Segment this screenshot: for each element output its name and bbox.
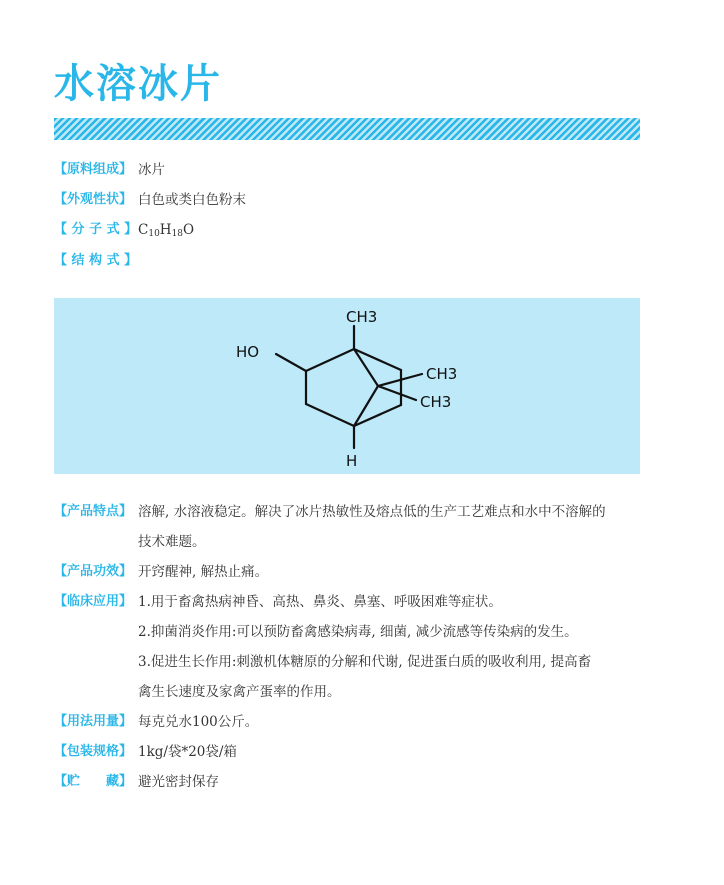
clinical-label: 【临床应用】 xyxy=(54,594,133,609)
clinical-text xyxy=(138,587,644,707)
formula-value: $C_{10}H_{18}O$ xyxy=(138,222,195,239)
dosage-label: 【用法用量】 xyxy=(54,714,133,729)
page-title: 水溶冰片 xyxy=(54,61,222,107)
storage-value: 避光密封保存 xyxy=(138,774,219,790)
efficacy-value: 开窍醒神, 解热止痛。 xyxy=(138,564,269,580)
ch3-right-label-2: CH3 xyxy=(420,393,452,411)
ch3-top-label: CH3 xyxy=(346,308,378,326)
structural-formula-diagram xyxy=(54,298,640,474)
ch3-right-label-1: CH3 xyxy=(426,365,458,383)
appearance-value: 白色或类白色粉末 xyxy=(138,192,246,208)
ho-label: HO xyxy=(236,343,260,361)
title-divider-stripe xyxy=(54,118,640,140)
package-value: 1kg/袋*20袋/箱 xyxy=(138,744,237,760)
features-text: 溶解, 水溶液稳定。解决了冰片热敏性及熔点低的生产工艺难点和水中不溶解的 技术难题。 xyxy=(138,504,606,550)
features-label: 【产品特点】 xyxy=(54,504,133,519)
structure-diagram-panel xyxy=(54,298,640,474)
bond xyxy=(306,349,354,371)
bond xyxy=(378,386,416,400)
clinical-item-2: 2.抑菌消炎作用:可以预防畜禽感染病毒, 细菌, 减少流感等传染病的发生。 xyxy=(138,624,578,640)
clinical-item-3-cont: 禽生长速度及家禽产蛋率的作用。 xyxy=(138,684,341,700)
composition-value: 冰片 xyxy=(138,162,165,178)
clinical-item-1: 1.用于畜禽热病神昏、高热、鼻炎、鼻塞、呼吸困难等症状。 xyxy=(138,594,502,610)
storage-label: 【贮 藏】 xyxy=(54,774,133,789)
package-label: 【包装规格】 xyxy=(54,744,133,759)
clinical-item-3: 3.促进生长作用:刺激机体糖原的分解和代谢, 促进蛋白质的吸收利用, 提高畜 xyxy=(138,654,592,670)
bond xyxy=(276,354,306,371)
composition-label: 【原料组成】 xyxy=(54,162,133,177)
dosage-value: 每克兑水100公斤。 xyxy=(138,714,259,730)
appearance-label: 【外观性状】 xyxy=(54,192,133,207)
bond xyxy=(306,404,354,426)
h-bottom-label: H xyxy=(346,452,358,470)
efficacy-label: 【产品功效】 xyxy=(54,564,133,579)
formula-label: 【 分 子 式 】 xyxy=(54,222,138,237)
structure-label: 【 结 构 式 】 xyxy=(54,253,138,268)
